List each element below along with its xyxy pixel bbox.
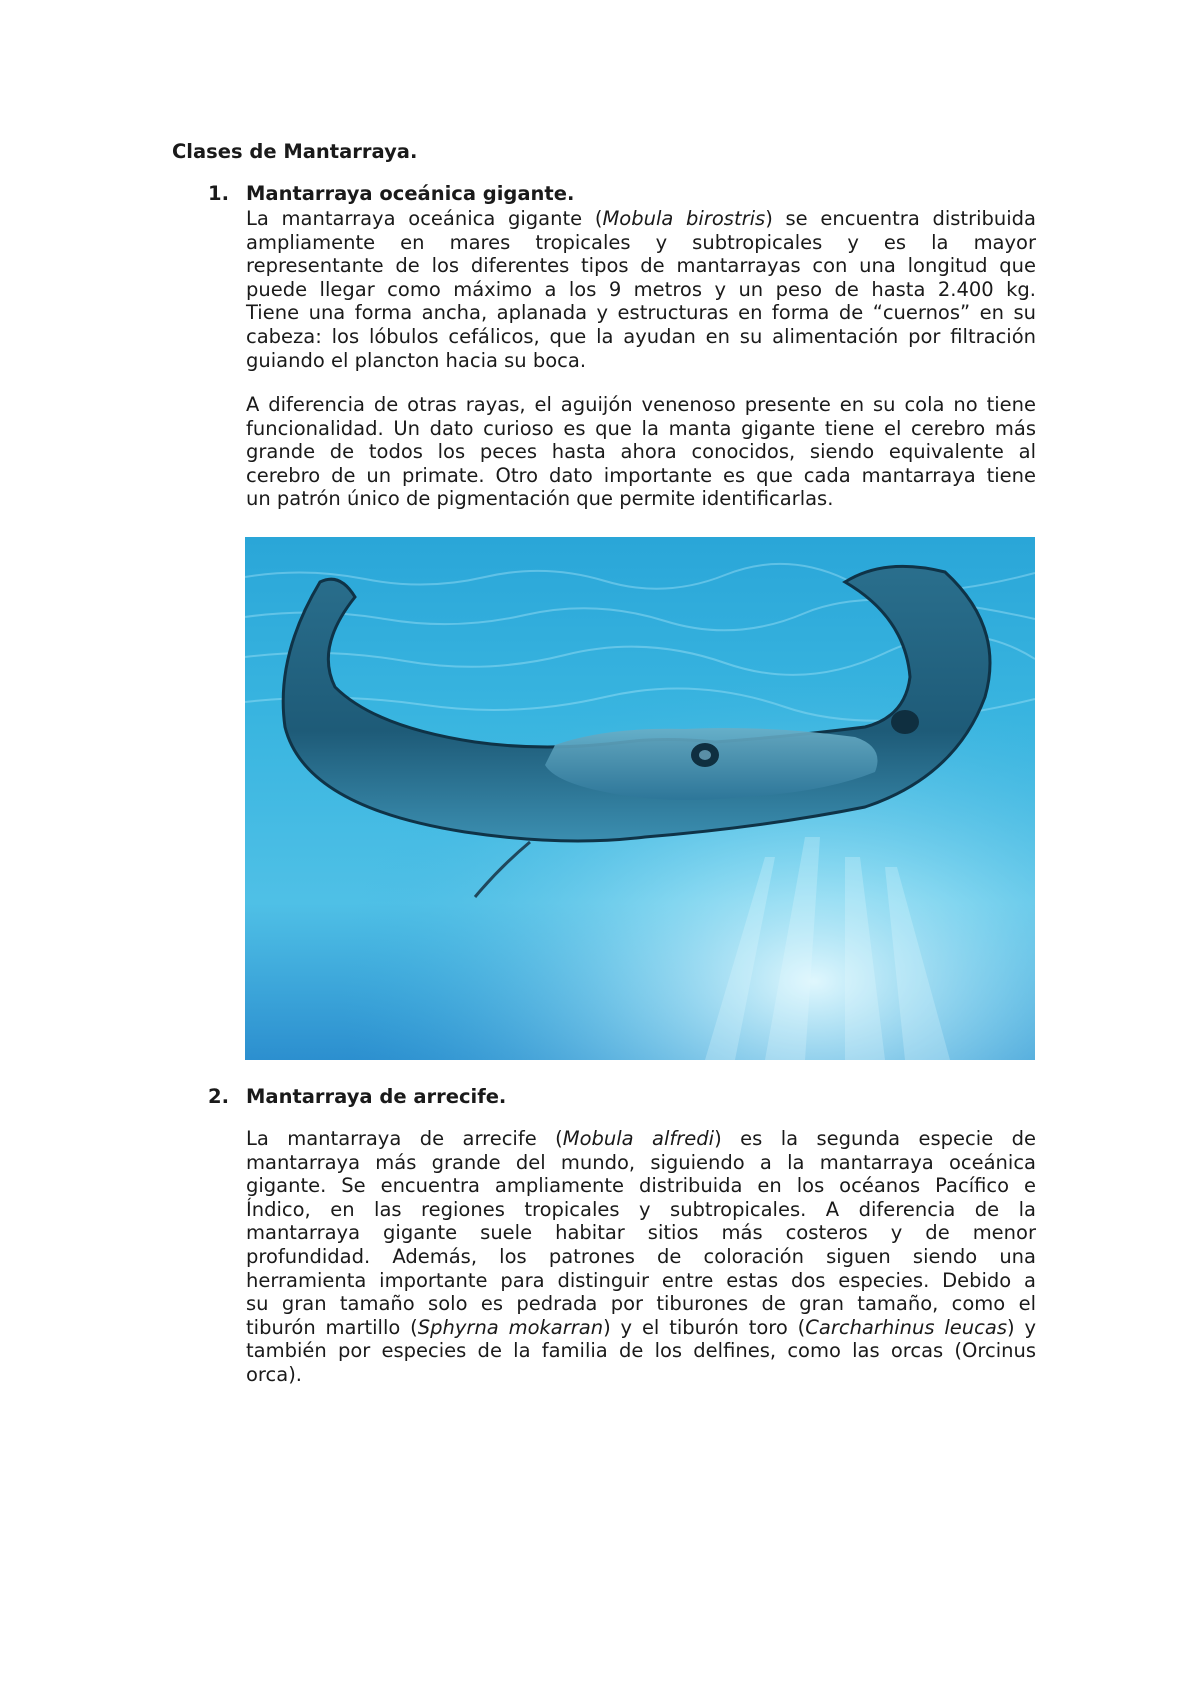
paragraph-line bbox=[246, 1151, 1036, 1175]
paragraph-line bbox=[246, 1174, 1036, 1198]
paragraph-line bbox=[246, 254, 1036, 278]
paragraph-line bbox=[246, 1245, 1036, 1269]
section-1-heading bbox=[208, 182, 574, 205]
paragraph-line bbox=[246, 278, 1036, 302]
line-text: guiando el plancton hacia su boca. bbox=[246, 348, 587, 372]
section-1-title: Mantarraya oceánica gigante. bbox=[246, 182, 575, 205]
section-1-paragraph-2 bbox=[246, 393, 1036, 511]
paragraph-line bbox=[246, 325, 1036, 349]
section-2-number: 2. bbox=[208, 1085, 229, 1108]
paragraph-line bbox=[246, 393, 1036, 417]
section-2-paragraph-1 bbox=[246, 1127, 1036, 1387]
line-text: mantarraya gigante suele habitar sitios más costeros y de menor bbox=[246, 1221, 1036, 1245]
section-2-heading bbox=[208, 1085, 506, 1108]
line-text: ) y bbox=[1007, 1315, 1036, 1339]
line-text: cerebro de un primate. Otro dato importante es que cada mantarraya tiene bbox=[246, 463, 1036, 487]
paragraph-line bbox=[246, 1363, 1036, 1387]
line-text: un patrón único de pigmentación que permite identificarlas. bbox=[246, 487, 834, 511]
paragraph-line bbox=[246, 417, 1036, 441]
line-text: representante de los diferentes tipos de mantarrayas con una longitud que bbox=[246, 254, 1036, 278]
line-text: cabeza: los lóbulos cefálicos, que la ayudan en su alimentación por filtración bbox=[246, 324, 1036, 348]
paragraph-line bbox=[246, 1339, 1036, 1363]
scientific-name: Carcharhinus leucas bbox=[805, 1315, 1007, 1339]
line-text: herramienta importante para distinguir entre estas dos especies. Debido a bbox=[246, 1268, 1036, 1292]
line-text: profundidad. Además, los patrones de coloración siguen siendo una bbox=[246, 1244, 1036, 1268]
line-text: Índico, en las regiones tropicales y subtropicales. A diferencia de la bbox=[246, 1197, 1036, 1221]
section-1-number: 1. bbox=[208, 182, 229, 205]
paragraph-line bbox=[246, 231, 1036, 255]
line-text: A diferencia de otras rayas, el aguijón venenoso presente en su cola no tiene bbox=[246, 393, 1036, 416]
manta-ray-photo bbox=[245, 537, 1035, 1060]
paragraph-line bbox=[246, 301, 1036, 325]
line-text: mantarraya más grande del mundo, siguiendo a la mantarraya oceánica bbox=[246, 1150, 1036, 1174]
line-text: su gran tamaño solo es pedrada por tiburones de gran tamaño, como el bbox=[246, 1292, 1036, 1316]
line-text: puede llegar como máximo a los 9 metros y un peso de hasta 2.400 kg. bbox=[246, 277, 1036, 301]
paragraph-line bbox=[246, 1127, 1036, 1151]
manta-ray-illustration bbox=[245, 537, 1035, 1060]
paragraph-line bbox=[246, 1198, 1036, 1222]
line-text: gigante. Se encuentra ampliamente distribuida en los océanos Pacífico e bbox=[246, 1174, 1036, 1198]
line-text: ) se encuentra distribuida bbox=[765, 207, 1036, 230]
paragraph-line bbox=[246, 1316, 1036, 1340]
line-text: Tiene una forma ancha, aplanada y estructuras en forma de “cuernos” en su bbox=[246, 301, 1036, 325]
paragraph-line bbox=[246, 1269, 1036, 1293]
section-2-title: Mantarraya de arrecife. bbox=[246, 1085, 507, 1108]
line-text: ampliamente en mares tropicales y subtropicales y es la mayor bbox=[246, 230, 1036, 254]
scientific-name: Sphyrna mokarran bbox=[417, 1315, 604, 1339]
document-title: Clases de Mantarraya. bbox=[172, 140, 418, 163]
paragraph-line bbox=[246, 207, 1036, 231]
line-text: ) es la segunda especie de bbox=[714, 1127, 1036, 1150]
paragraph-line bbox=[246, 349, 1036, 373]
line-text: La mantarraya de arrecife ( bbox=[246, 1127, 563, 1150]
line-text: tiburón martillo ( bbox=[246, 1315, 418, 1339]
paragraph-line bbox=[246, 487, 1036, 511]
line-text: grande de todos los peces hasta ahora conocidos, siendo equivalente al bbox=[246, 440, 1036, 464]
paragraph-line bbox=[246, 1292, 1036, 1316]
scientific-name: Mobula alfredi bbox=[562, 1127, 715, 1150]
scientific-name: Mobula birostris bbox=[602, 207, 766, 230]
paragraph-line bbox=[246, 1221, 1036, 1245]
line-text: también por especies de la familia de los delfines, como las orcas (Orcinus bbox=[246, 1339, 1036, 1363]
line-text: ) y el tiburón toro ( bbox=[603, 1315, 806, 1339]
line-text: La mantarraya oceánica gigante ( bbox=[246, 207, 603, 230]
paragraph-line bbox=[246, 464, 1036, 488]
line-text: orca). bbox=[246, 1362, 302, 1386]
line-text: funcionalidad. Un dato curioso es que la manta gigante tiene el cerebro más bbox=[246, 416, 1036, 440]
paragraph-line bbox=[246, 440, 1036, 464]
section-1-paragraph-1 bbox=[246, 207, 1036, 372]
